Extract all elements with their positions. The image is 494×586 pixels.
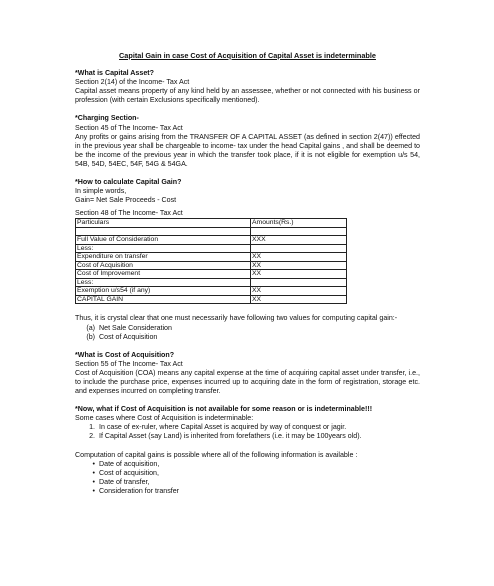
table-cell: XXX <box>251 236 347 245</box>
list-item-text: Cost of Acquisition <box>99 332 158 341</box>
list-item <box>75 333 420 342</box>
section-heading: *What is Cost of Acquisition? <box>75 350 175 359</box>
table-cell: XX <box>251 287 347 296</box>
table-cell <box>251 278 347 287</box>
table-row <box>76 261 347 270</box>
table-cell: Cost of Improvement <box>76 270 251 279</box>
section-reference: Section 2(14) of the Income- Tax Act <box>75 78 190 87</box>
table-cell: XX <box>251 261 347 270</box>
list-item-text: Date of transfer, <box>99 477 150 486</box>
list-item-text: Net Sale Consideration <box>99 323 172 332</box>
table-cell <box>76 227 251 236</box>
section-text: Thus, it is crystal clear that one must necessarily have following two values for computing capital gain:- <box>75 314 398 323</box>
section-text: In simple words, <box>75 187 127 196</box>
section-text: Some cases where Cost of Acquisition is indeterminable: <box>75 414 254 423</box>
table-header-cell: Particulars <box>76 219 251 228</box>
table-cell: Expenditure on transfer <box>76 253 251 262</box>
section-text: Cost of Acquisition (COA) means any capital expense at the time of acquiring capital asset under transfer, i.e., to include the purchase price, expenses incurred up to acquiring date in the form of registration, storage etc. and expenses incurred on completing transfer. <box>75 368 420 396</box>
list-item-text: In case of ex-ruler, where Capital Asset is acquired by way of conquest or jagir. <box>99 423 347 432</box>
table-cell <box>251 244 347 253</box>
table-row <box>76 278 347 287</box>
section-heading: *Now, what if Cost of Acquisition is not available for some reason or is indeterminable!!! <box>75 405 373 414</box>
list-item <box>75 432 420 441</box>
list-item <box>75 469 420 478</box>
table-row <box>76 253 347 262</box>
list-item-text: Cost of acquisition, <box>99 468 159 477</box>
list-item <box>75 423 420 432</box>
table-row <box>76 295 347 304</box>
table-row <box>76 270 347 279</box>
section-heading: *How to calculate Capital Gain? <box>75 178 182 187</box>
table-cell: XX <box>251 253 347 262</box>
list-item <box>75 487 420 496</box>
table-cell: Less: <box>76 244 251 253</box>
table-cell: Full Value of Consideration <box>76 236 251 245</box>
table-header-cell: Amounts(Rs.) <box>251 219 347 228</box>
section-indeterminable <box>75 405 420 441</box>
table-cell <box>251 227 347 236</box>
section-charging <box>75 114 420 169</box>
section-heading: *Charging Section- <box>75 114 139 123</box>
section-two-values <box>75 314 420 341</box>
table-row <box>76 244 347 253</box>
bullet-marker: • <box>92 459 95 468</box>
table-cell: Exemption u/s54 (if any) <box>76 287 251 296</box>
list-marker: (b) <box>86 332 95 341</box>
table-row <box>76 287 347 296</box>
section-reference: Section 48 of The Income- Tax Act <box>75 209 183 218</box>
table-cell: XX <box>251 270 347 279</box>
list-item <box>75 478 420 487</box>
list-item <box>75 324 420 333</box>
table-cell: CAPITAL GAIN <box>76 295 251 304</box>
section-text: Computation of capital gains is possible where all of the following information is available : <box>75 450 358 459</box>
table-row <box>76 236 347 245</box>
bullet-marker: • <box>92 477 95 486</box>
bullet-marker: • <box>92 486 95 495</box>
table-cell: Less: <box>76 278 251 287</box>
section-reference: Section 55 of The Income- Tax Act <box>75 359 183 368</box>
table-cell: XX <box>251 295 347 304</box>
section-heading: *What is Capital Asset? <box>75 69 154 78</box>
table-cell: Cost of Acquisition <box>76 261 251 270</box>
table-row <box>76 227 347 236</box>
capital-gain-table <box>75 218 347 304</box>
section-how-to-calculate <box>75 178 420 205</box>
section-text: Any profits or gains arising from the TRANSFER OF A CAPITAL ASSET (as defined in section 2(47)) effected in the previous year shall be chargeable to income- tax under the head Capital gains , and shall be deemed to be the income of the previous year in which the transfer took place, if it is not eligible for exemption u/s 54, 54B, 54D, 54EC, 54F, 54G & 54GA. <box>75 132 420 168</box>
list-marker: 2. <box>89 432 95 441</box>
list-marker: (a) <box>86 323 95 332</box>
table-header-row <box>76 219 347 228</box>
list-item-text: Date of acquisition, <box>99 459 160 468</box>
section-capital-asset <box>75 69 420 105</box>
list-marker: 1. <box>89 423 95 432</box>
document-title: Capital Gain in case Cost of Acquisition of Capital Asset is indeterminable <box>119 51 376 60</box>
section-computation <box>75 451 420 496</box>
section-cost-of-acquisition <box>75 351 420 396</box>
list-item-text: If Capital Asset (say Land) is inherited from forefathers (i.e. it may be 100years old). <box>99 432 362 441</box>
bullet-marker: • <box>92 468 95 477</box>
section-text: Capital asset means property of any kind held by an assessee, whether or not connected with his business or profession (with certain Exclusions specifically mentioned). <box>75 87 420 105</box>
list-item-text: Consideration for transfer <box>99 486 180 495</box>
list-item <box>75 460 420 469</box>
section-reference: Section 45 of The Income- Tax Act <box>75 123 183 132</box>
gain-formula: Gain= Net Sale Proceeds - Cost <box>75 196 177 205</box>
